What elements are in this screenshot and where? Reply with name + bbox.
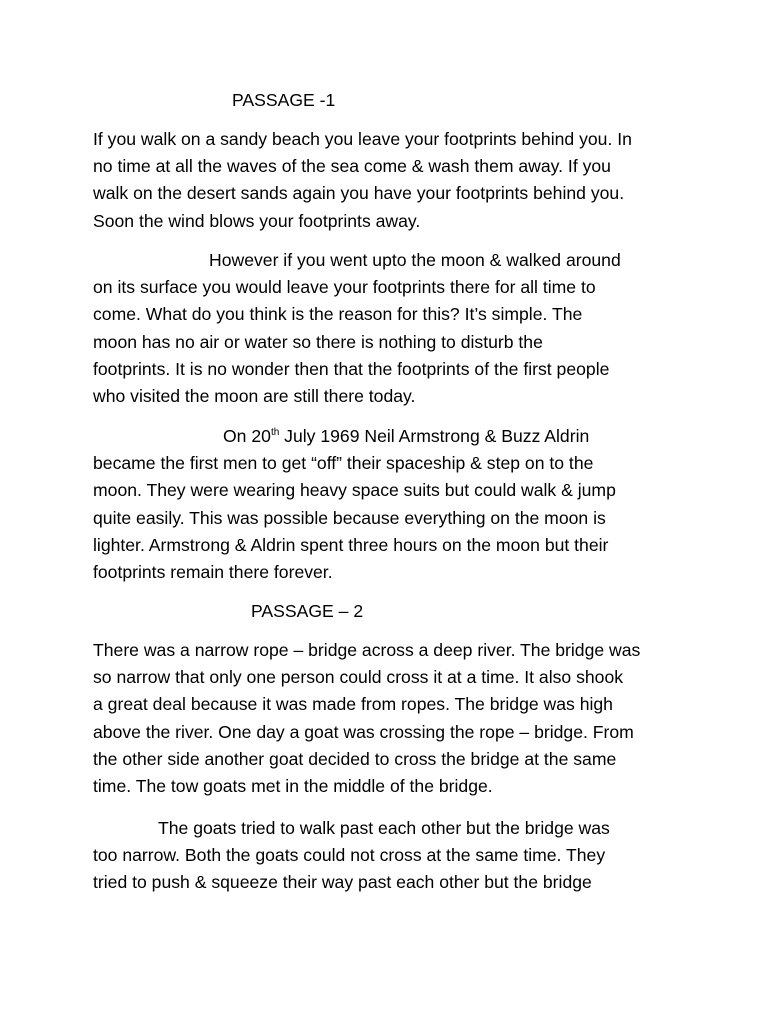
- passage-1-paragraph-3: [93, 423, 693, 586]
- date-suffix: July 1969 Neil Armstrong & Buzz Aldrin: [279, 426, 590, 446]
- text-line: no time at all the waves of the sea come & wash them away. If you: [93, 156, 611, 177]
- text-line: a great deal because it was made from ropes. The bridge was high: [93, 694, 613, 715]
- text-line: [93, 423, 693, 450]
- text-line: However if you went upto the moon & walked around: [209, 250, 621, 270]
- passage-2-paragraph-2: [93, 815, 693, 897]
- date-prefix: On 20: [223, 426, 271, 446]
- text-line: time. The tow goats met in the middle of the bridge.: [93, 775, 493, 796]
- text-line: too narrow. Both the goats could not cross at the same time. They: [93, 845, 606, 866]
- text-line: If you walk on a sandy beach you leave your footprints behind you. In: [93, 129, 632, 149]
- text-line: footprints remain there forever.: [93, 561, 333, 582]
- text-line: The goats tried to walk past each other but the bridge was: [158, 818, 610, 838]
- text-line: on its surface you would leave your footprints there for all time to: [93, 277, 596, 298]
- text-line: footprints. It is no wonder then that the footprints of the first people: [93, 358, 610, 379]
- text-line: above the river. One day a goat was crossing the rope – bridge. From: [93, 721, 634, 742]
- ordinal-suffix: th: [270, 427, 280, 438]
- text-line: Soon the wind blows your footprints away.: [93, 210, 421, 231]
- text-line: lighter. Armstrong & Aldrin spent three hours on the moon but their: [93, 534, 609, 555]
- passage-1-paragraph-2: [93, 247, 693, 410]
- text-line: walk on the desert sands again you have your footprints behind you.: [93, 183, 625, 204]
- text-line: tried to push & squeeze their way past each other but the bridge: [93, 872, 592, 893]
- passage-2-paragraph-1: [93, 637, 693, 800]
- text-line: so narrow that only one person could cross it at a time. It also shook: [93, 667, 624, 688]
- text-line: moon. They were wearing heavy space suits but could walk & jump: [93, 480, 616, 501]
- passage-2-heading: PASSAGE – 2: [251, 601, 364, 621]
- text-line: moon has no air or water so there is nothing to disturb the: [93, 331, 543, 352]
- text-line: There was a narrow rope – bridge across a deep river. The bridge was: [93, 640, 641, 660]
- text-line: became the first men to get “off” their spaceship & step on to the: [93, 453, 594, 474]
- text-line: quite easily. This was possible because everything on the moon is: [93, 507, 606, 528]
- passage-1-heading: PASSAGE -1: [232, 90, 336, 110]
- text-line: who visited the moon are still there today.: [93, 385, 416, 406]
- text-line: come. What do you think is the reason for this? It’s simple. The: [93, 304, 583, 325]
- passage-1-paragraph-1: [93, 126, 693, 235]
- text-line: the other side another goat decided to cross the bridge at the same: [93, 748, 617, 769]
